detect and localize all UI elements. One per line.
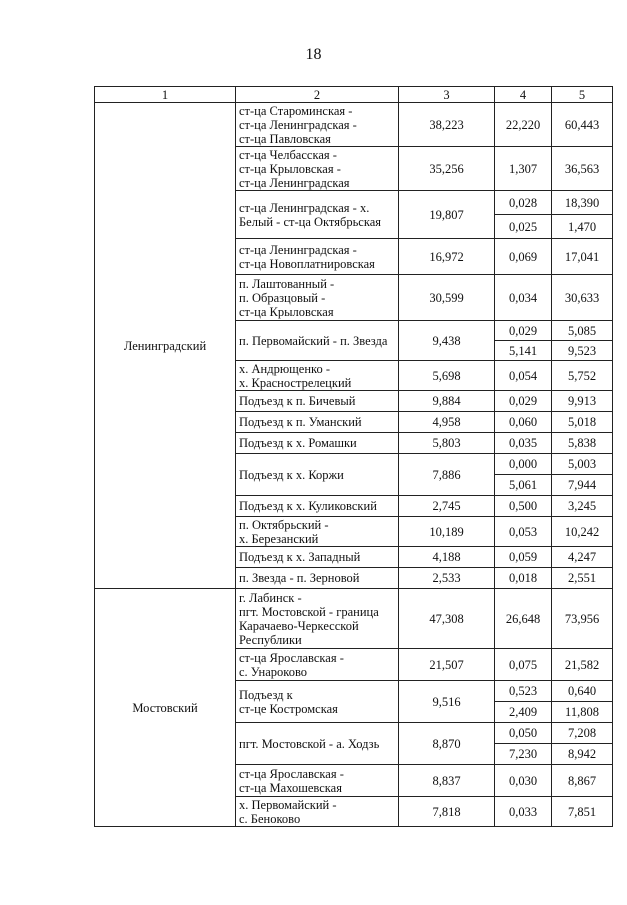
length-cell: 19,807 [399, 191, 495, 239]
start-km-cell: 0,000 [495, 454, 552, 475]
route-name: г. Лабинск - пгт. Мостовской - граница Карачаево-Черкесской Республики [236, 589, 399, 649]
table-row [95, 589, 613, 649]
length-cell: 10,189 [399, 517, 495, 547]
length-cell: 8,837 [399, 765, 495, 797]
district-cell: Ленинградский [95, 103, 236, 589]
col-4-header: 4 [495, 87, 552, 103]
route-name: ст-ца Ярославская - ст-ца Махошевская [236, 765, 399, 797]
start-km-cell: 0,034 [495, 275, 552, 321]
end-km-cell: 17,041 [552, 239, 613, 275]
end-km-cell: 5,003 [552, 454, 613, 475]
end-km-cell: 3,245 [552, 496, 613, 517]
end-km-cell: 73,956 [552, 589, 613, 649]
length-cell: 2,533 [399, 568, 495, 589]
length-cell: 38,223 [399, 103, 495, 147]
end-km-cell: 9,523 [552, 341, 613, 361]
start-km-cell: 0,029 [495, 321, 552, 341]
start-km-cell: 0,523 [495, 681, 552, 702]
start-km-cell: 0,035 [495, 433, 552, 454]
start-km-cell: 0,069 [495, 239, 552, 275]
road-table [94, 86, 613, 827]
start-km-cell: 0,075 [495, 649, 552, 681]
length-cell: 4,958 [399, 412, 495, 433]
end-km-cell: 7,851 [552, 797, 613, 827]
start-km-cell: 5,061 [495, 475, 552, 496]
route-name: Подъезд к х. Куликовский [236, 496, 399, 517]
start-km-cell: 0,029 [495, 391, 552, 412]
header-row [95, 87, 613, 103]
route-name: ст-ца Староминская - ст-ца Ленинградская - ст-ца Павловская [236, 103, 399, 147]
route-name: п. Звезда - п. Зерновой [236, 568, 399, 589]
start-km-cell: 0,060 [495, 412, 552, 433]
start-km-cell: 26,648 [495, 589, 552, 649]
length-cell: 30,599 [399, 275, 495, 321]
start-km-cell: 0,025 [495, 215, 552, 239]
length-cell: 7,818 [399, 797, 495, 827]
route-name: Подъезд к х. Ромашки [236, 433, 399, 454]
end-km-cell: 5,085 [552, 321, 613, 341]
end-km-cell: 0,640 [552, 681, 613, 702]
end-km-cell: 5,752 [552, 361, 613, 391]
length-cell: 47,308 [399, 589, 495, 649]
length-cell: 16,972 [399, 239, 495, 275]
length-cell: 5,698 [399, 361, 495, 391]
length-cell: 5,803 [399, 433, 495, 454]
length-cell: 2,745 [399, 496, 495, 517]
route-name: п. Октябрьский - х. Березанский [236, 517, 399, 547]
start-km-cell: 0,053 [495, 517, 552, 547]
length-cell: 9,884 [399, 391, 495, 412]
start-km-cell: 7,230 [495, 744, 552, 765]
start-km-cell: 0,018 [495, 568, 552, 589]
end-km-cell: 1,470 [552, 215, 613, 239]
start-km-cell: 22,220 [495, 103, 552, 147]
length-cell: 9,516 [399, 681, 495, 723]
start-km-cell: 0,033 [495, 797, 552, 827]
route-name: ст-ца Ленинградская - х. Белый - ст-ца Октябрьская [236, 191, 399, 239]
col-1-header: 1 [95, 87, 236, 103]
route-name: ст-ца Ярославская - с. Унароково [236, 649, 399, 681]
start-km-cell: 2,409 [495, 702, 552, 723]
length-cell: 4,188 [399, 547, 495, 568]
district-cell: Мостовский [95, 589, 236, 827]
start-km-cell: 0,054 [495, 361, 552, 391]
end-km-cell: 9,913 [552, 391, 613, 412]
start-km-cell: 0,030 [495, 765, 552, 797]
table-body [95, 103, 613, 827]
route-name: Подъезд к ст-це Костромская [236, 681, 399, 723]
end-km-cell: 7,208 [552, 723, 613, 744]
table-row [95, 103, 613, 147]
route-name: х. Андрющенко - х. Краснострелецкий [236, 361, 399, 391]
end-km-cell: 11,808 [552, 702, 613, 723]
start-km-cell: 0,028 [495, 191, 552, 215]
start-km-cell: 0,500 [495, 496, 552, 517]
end-km-cell: 2,551 [552, 568, 613, 589]
page-number: 18 [305, 46, 322, 63]
end-km-cell: 4,247 [552, 547, 613, 568]
end-km-cell: 7,944 [552, 475, 613, 496]
end-km-cell: 5,838 [552, 433, 613, 454]
start-km-cell: 0,050 [495, 723, 552, 744]
end-km-cell: 30,633 [552, 275, 613, 321]
route-name: х. Первомайский - с. Беноково [236, 797, 399, 827]
start-km-cell: 5,141 [495, 341, 552, 361]
col-2-header: 2 [236, 87, 399, 103]
route-name: Подъезд к п. Бичевый [236, 391, 399, 412]
col-5-header: 5 [552, 87, 613, 103]
length-cell: 21,507 [399, 649, 495, 681]
route-name: Подъезд к х. Западный [236, 547, 399, 568]
start-km-cell: 0,059 [495, 547, 552, 568]
end-km-cell: 21,582 [552, 649, 613, 681]
length-cell: 9,438 [399, 321, 495, 361]
route-name: ст-ца Ленинградская - ст-ца Новоплатнировская [236, 239, 399, 275]
col-3-header: 3 [399, 87, 495, 103]
length-cell: 7,886 [399, 454, 495, 496]
end-km-cell: 8,942 [552, 744, 613, 765]
end-km-cell: 60,443 [552, 103, 613, 147]
route-name: п. Лаштованный - п. Образцовый - ст-ца Крыловская [236, 275, 399, 321]
end-km-cell: 10,242 [552, 517, 613, 547]
end-km-cell: 8,867 [552, 765, 613, 797]
length-cell: 35,256 [399, 147, 495, 191]
end-km-cell: 36,563 [552, 147, 613, 191]
route-name: п. Первомайский - п. Звезда [236, 321, 399, 361]
route-name: ст-ца Челбасская - ст-ца Крыловская - ст-ца Ленинградская [236, 147, 399, 191]
start-km-cell: 1,307 [495, 147, 552, 191]
end-km-cell: 5,018 [552, 412, 613, 433]
length-cell: 8,870 [399, 723, 495, 765]
route-name: пгт. Мостовской - а. Ходзь [236, 723, 399, 765]
route-name: Подъезд к х. Коржи [236, 454, 399, 496]
route-name: Подъезд к п. Уманский [236, 412, 399, 433]
end-km-cell: 18,390 [552, 191, 613, 215]
